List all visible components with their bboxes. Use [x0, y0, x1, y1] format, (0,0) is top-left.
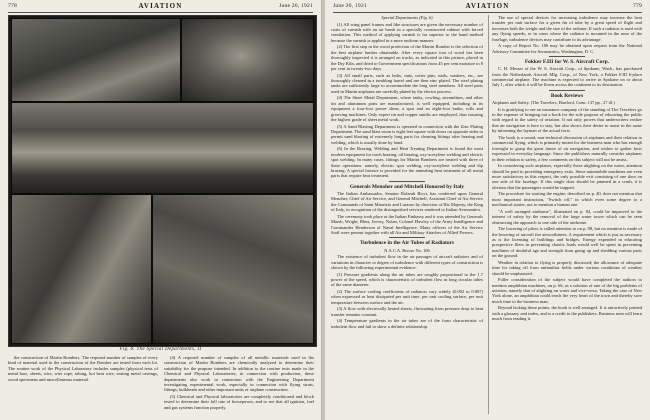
left-page-date: June 20, 1921 [279, 3, 313, 9]
photo-plate [8, 15, 317, 347]
paragraph: The lowering of pilots is called attention to on p. 98, but no mention is made of the lowering of aircraft fire airworthiness. A requirement which is just as necessary as is the licensing of buildings and bridges. Energy expended in educating prospective fliers in preventing chaotic loads would well be spent in preventing machines of doubtful age and strength from going up and shedding various parts on the ground. [492, 226, 642, 259]
section-divider [549, 90, 585, 91]
left-paragraph: the construction of Martin Bombers. The required number of samples of every kind of material used in the construction of the Bomber are tested from each lot. The routine work of the Physical Laboratory includes samples (physical tests of metal bars, sheets, wire, wire rope, tubing, hot beat wire, seating metal castings, wood specimens and miscellaneous material. [8, 355, 158, 382]
left-paragraph: (5) Chemical and Physical laboratories are completely conditioned and block tested to determine their full rate of horsepower, and to see that all ignition, fuel and gas systems function properly. [164, 394, 314, 410]
paragraph: The existence of turbulent flow in the air passages of aircraft radiators and of variations in character or degree of turbulence with different types of construction is shown by the following experimental evidence: [331, 254, 483, 270]
paragraph: (4) Temperature gradients in the air tubes are of the form characteristic of turbulent flow and fail to show a definite relationship. [331, 318, 483, 329]
book-citation: Airplanes and Safety. (The Travelers, Hartford, Conn. 137 pp., 27 ill.) [492, 100, 615, 106]
paragraph: (4) The Sheet Metal Department, where tanks, cowling, streamlines, and other tin and aluminum parts are manufactured, is well equipped, including in its equipment a four-foot power shear, a spot and an eight-foot brake, rolls and grooving machines. Only expert tin and copper smiths are employed, thus insuring the highest grade of sheet metal work. [331, 95, 483, 122]
photo-dry-kiln [181, 18, 314, 102]
right-page-date: June 20, 1921 [333, 3, 367, 9]
paragraph: In considering such airplanes, especially those alighting on the water, attention should be paid to providing emergency exits. Since automobile machines are even more satisfactory in this respect, the only possible exit consisting of one door on one side of the fuselage. If this single door should be jammed in a crash, it is obvious that the passengers would be trapped. [492, 163, 642, 190]
paragraph: Beyond lacking these points, the book is well arranged. It is attractively printed with a glossary and index, and is a credit to the publishers. Business men will learn much from reading it. [492, 305, 642, 322]
paragraph: (5) A Sand Blasting Department is operated in connection with the Zinc Plating Department. The sand blast room is eight feet square with doors on opposite sides to permit sand blasting of extremely long parts for cleaning fittings after brazing and welding, which is usually done by hand. [331, 123, 483, 145]
paragraph: (1) All wing panel frames and like structures are given the necessary number of coats of varnish with an air brush in a specially constructed cabinet with forced ventilation. This method of applying varnish is far superior to the hand method because the varnish is applied in a more uniform manner. [331, 21, 483, 43]
paragraph: (1) Pressure gradients along the air tubes are roughly proportional to the 1.7 power of the speed, which is characteristic of turbulent flow in long circular tubes of the same diameter. [331, 271, 483, 288]
right-page [325, 0, 650, 420]
radiators-section-heading: Turbulence in the Air Tubes of Radiators [359, 240, 455, 247]
left-page-number: 778 [8, 3, 17, 9]
book-reviews-heading: Book Reviews [550, 92, 584, 99]
section-divider [389, 237, 425, 238]
paragraph: Weather in relation to flying is properly discussed; the allowance of adequate time for taking off from unfamiliar fields under various conditions of weather should be emphasized. [492, 259, 642, 276]
paragraph: The book is a sound, non-technical discussion of airplanes and their relation to commercial flying, which is primarily meant for the business man who has enough foresight to grasp the great future of air navigation, and wishes to gather facts expressed in everyday language. Since the publishers naturally consider airplanes in their relation to safety, a few comments on this subject will not be amiss. [492, 134, 642, 162]
left-page [0, 0, 322, 420]
left-running-head [8, 3, 313, 12]
section-divider [389, 181, 425, 182]
paragraph: (3) All small parts, such as bolts, nuts, cotter pins, nails, washers, etc., are thoroughly cleaned in a tumbling barrel and are then zinc plated. The steel plating tanks are sufficiently large to accommodate the long steel members. All steel parts used in Martin airplanes are carefully plated by the electro process. [331, 72, 483, 94]
paragraph: C. H. Messer of the W. S. Aircraft Corp., of Spokane, Wash., has purchased from the Netherlands Aircraft Mfg. Corp., of New York, a Fokker F.III 6-place commercial airplane. The machine is expected to arrive in Spokane on or about July 1, after which it will be flown across the continent to its destination. [492, 66, 642, 88]
fokker-section-heading: Fokker F.III for W. S. Aircraft Corp. [524, 59, 610, 66]
left-paragraph: (4) A required number of samples of all metallic materials used in the construction of Martin Bombers are chemically analyzed to determine their suitability for the purpose intended. In addition to the routine tests made in the Chemical and Physical Laboratories, in connection with production, these departments also work in connection with the Engineering Department investigating experimental work, especially in connection with flying struts, fittings, bulkheads and other important units of airplane construction. [164, 355, 314, 393]
special-departments-heading: Special Departments (Fig. 6) [381, 15, 433, 20]
right-column-1 [331, 15, 483, 416]
section-divider [549, 56, 585, 57]
photo-sheet-metal-shop [11, 102, 314, 194]
left-body-columns [8, 355, 313, 416]
left-column-2 [164, 355, 314, 416]
right-running-head [333, 3, 642, 12]
paragraph: The Italian Ambassador, Senator Rolandi Ricci, has conferred upon General Menoher, Chief of Air Service, and General Mitchell, Assistant Chief of Air Service the Commands of Saint Maurizio and Lazzaro by direction of His Majesty, the King of Italy, in recognition of the distinguished services rendered to Italian Aeronautics. [331, 191, 483, 213]
paragraph: It is gratifying to see an insurance company of the standing of The Travelers go to the expense of bringing out a book for the sole purpose of educating the public with regard to the safety of aviation. It not only proves that underwriters realize that air navigation is here to stay, but also shows their desire to assist in the same by informing the layman of the actual facts. [492, 106, 642, 134]
right-column-2 [492, 15, 642, 416]
left-column-1 [8, 355, 158, 416]
paragraph: The procedure for starting the engine, described on p. 40, does not mention that most important instruction, "Switch off," in which even some degree to a mechanical starter, not to mention a human one. [492, 191, 642, 208]
paragraph: (3) A flow with electrically heated sheets, fluctuating from pressure drop to heat transfer remains constant. [331, 306, 483, 317]
right-page-number: 779 [633, 3, 642, 9]
paragraph: A copy of Report No. 106 may be obtained upon request from the National Advisory Committee for Aeronautics, Washington, D. C. [492, 43, 642, 54]
photo-welding-department [152, 194, 314, 344]
paragraph: (2) The surface cooling coefficients of radiators vary widely (0.002 to 0.007) when expressed as heat dissipated per unit time, per unit cooling surface, per unit temperature between surface and the air. [331, 288, 483, 305]
paragraph: The use of special devices for increasing turbulence may increase the heat transfer per unit surface for a given fin of tube by a great speed of flight and increases both the weight and the size of the radiator. If such a radiator is used with any flying speeds, or in cases where the radiator is mounted in the nose of the fuselage, turbulence devices may contribute to its advantage. [492, 15, 642, 42]
left-running-title: AVIATION [138, 2, 183, 10]
paragraph: Fuller consideration of the subject would have completed the authors to mention amphibian machines, on p. 66, as a solution of one of the big problems of aviation, namely that of alighting on water and vice-versa. Taking the case of New York alone, an amphibian could reach the very heart of the town and thereby save much time to the business man. [492, 277, 642, 304]
right-running-title: AVIATION [465, 2, 510, 10]
figure-caption: Fig. 6. The Special Departments, II [119, 347, 202, 352]
paragraph: The ceremony took place at the Italian Embassy and it was attended by Generals Marsh, Wright, Rhea, Jervey, Nolan, Colonel Hawley of the Army Intelligence and Commander Henderson of Naval Intelligence. Many officers of the Air Service Staff were present together with all Air and Military Attaches of Allied Powers. [331, 213, 483, 236]
italy-section-heading: Generals Menoher and Mitchell Honored by Italy [349, 183, 465, 190]
photo-varnish-booth [11, 18, 181, 102]
left-header-rule [8, 12, 313, 13]
photo-sand-blast-room [11, 194, 152, 344]
right-body-columns [331, 15, 642, 416]
paragraph: (2) The first step in the wood protection of the Martin Bomber is the selection of the best airplane lumber obtainable. After every square foot of wood has been thoroughly inspected it is arranged on trucks, as indicated in this picture, placed in the Dry Kiln, and dried to Government specifications from 45 per cent moisture to 8 per cent in twenty-two days. [331, 44, 483, 71]
right-header-rule [333, 12, 642, 13]
radiators-report-number: N.A.C.A. Report No. 106 [384, 247, 430, 253]
paragraph: (6) In the Brazing, Welding and Heat Treating Department is found the most modern equipment for torch brazing, oil brazing, oxy-acetylene welding and electric spot welding. In many cases, fittings for Martin Bombers are treated with three of these operations: namely, electric spot welding, oxy-acetylene welding and dip brazing. A special furnace is provided for the annealing heat treatment of all metal parts that require heat treatment. [331, 146, 483, 179]
paragraph: "A well arranged airdrome", illustrated on p. 84, could be improved in the interest of safety by the removal of the large water tower which can be seen obstructing the approach to one side of the airdrome. [492, 208, 642, 225]
